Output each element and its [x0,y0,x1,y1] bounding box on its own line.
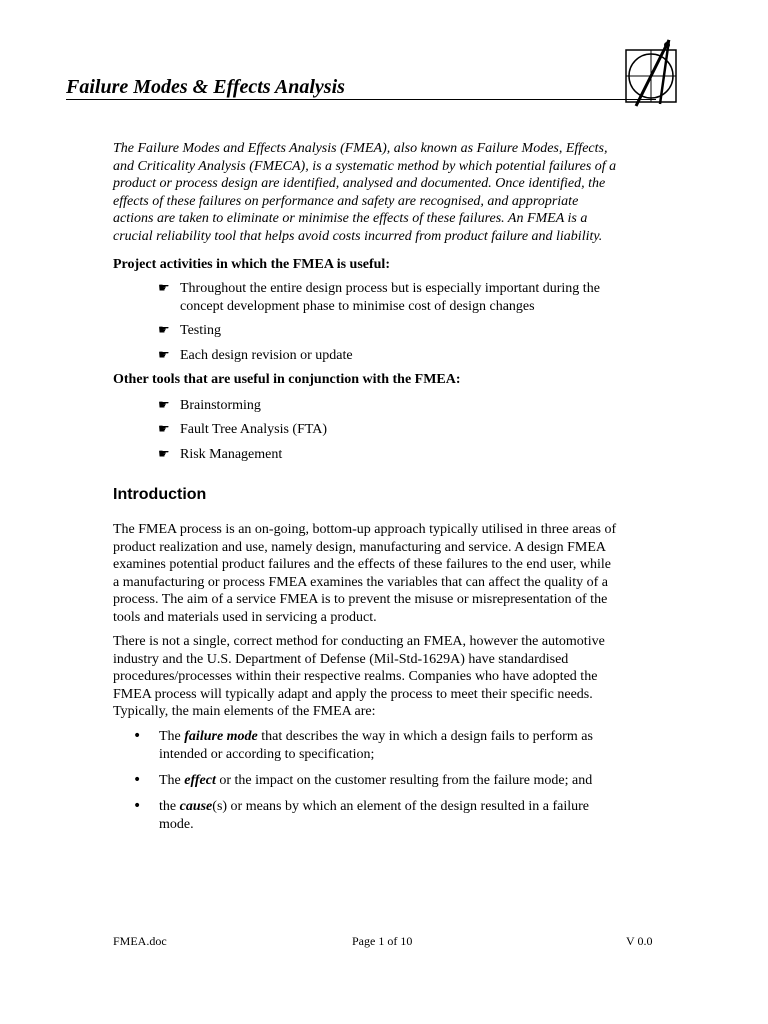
list-item-text: Fault Tree Analysis (FTA) [180,422,328,437]
element-text: or the impact on the customer resulting from the failure mode; and [215,773,593,788]
abstract-paragraph [113,140,661,245]
paragraph-line: industry and the U.S. Department of Defense (Mil-Std-1629A) have standardised [113,651,569,667]
pointing-hand-icon: ☛ [158,422,170,437]
pointing-hand-icon: ☛ [158,281,170,296]
abstract-line: product or process design are identified, analysed and documented. Once identified, the [113,176,606,191]
abstract-line: The Failure Modes and Effects Analysis (FMEA), also known as Failure Modes, Effects, [113,141,608,156]
element-text: intended or according to specification; [159,746,375,762]
paragraph-line: tools and materials used in servicing a product. [113,609,377,625]
pointing-hand-icon: ☛ [158,323,170,338]
element-keyword: effect [184,773,216,788]
paragraph-line: procedures/processes within their respective realms. Companies who have adopted the [113,669,598,684]
paragraph-line: There is not a single, correct method for conducting an FMEA, however the automotive [113,634,605,649]
list-item-text: Brainstorming [180,398,261,413]
paragraph-line: Typically, the main elements of the FMEA are: [113,704,376,719]
paragraph-line: a manufacturing or process FMEA examines the variables that can affect the quality of a [113,574,609,590]
element-keyword: failure mode [184,729,258,744]
paragraph-line: product realization and use, namely design, manufacturing and service. A design FMEA [113,539,606,555]
abstract-line: and Criticality Analysis (FMECA), is a systematic method by which potential failures of a [113,158,617,174]
element-keyword: cause [179,799,213,814]
bullet-icon: • [133,798,142,814]
element-text: that describes the way in which a design fails to perform as [257,729,593,744]
footer-filename: FMEA.doc [113,934,167,948]
element-prefix: the [159,799,180,814]
pointing-hand-icon: ☛ [158,348,170,363]
title-underline [66,99,656,100]
list-item-text: Each design revision or update [180,348,353,363]
footer-version: V 0.0 [626,934,653,948]
introduction-paragraph-1 [113,521,673,626]
list-item-text: Testing [180,323,222,338]
tools-heading: Other tools that are useful in conjunction with the FMEA: [113,372,461,387]
bullet-icon: • [133,772,142,788]
abstract-line: crucial reliability tool that helps avoid costs incurred from product failure and liability. [113,228,603,244]
paragraph-line: FMEA process will typically adapt and apply the process to meet their specific needs. [113,686,593,702]
abstract-line: actions are taken to eliminate or minimise the effects of these failures. An FMEA is a [113,211,588,226]
pointing-hand-icon: ☛ [158,398,170,413]
element-text: mode. [159,816,194,832]
list-item-text: concept development phase to minimise cost of design changes [180,298,535,314]
list-item-text: Throughout the entire design process but is especially important during the [180,281,600,296]
footer-page-number: Page 1 of 10 [352,934,413,948]
bullet-icon: • [133,728,142,744]
page-title: Failure Modes & Effects Analysis [66,76,345,98]
element-prefix: The [159,729,185,744]
activities-heading: Project activities in which the FMEA is useful: [113,257,390,272]
introduction-heading: Introduction [113,486,207,503]
element-prefix: The [159,773,185,788]
drafting-compass-icon [620,36,686,108]
list-item-text: Risk Management [180,447,283,462]
abstract-line: effects of these failures on performance and safety are recognised, and appropriate [113,193,579,209]
element-text: (s) or means by which an element of the design resulted in a failure [212,799,589,814]
paragraph-line: examines potential product failures and the effects of these failures to the end user, while [113,557,611,572]
paragraph-line: The FMEA process is an on-going, bottom-up approach typically utilised in three areas of [113,522,617,537]
introduction-paragraph-2 [113,633,673,721]
pointing-hand-icon: ☛ [158,447,170,462]
paragraph-line: process. The aim of a service FMEA is to prevent the misuse or misrepresentation of the [113,592,608,607]
